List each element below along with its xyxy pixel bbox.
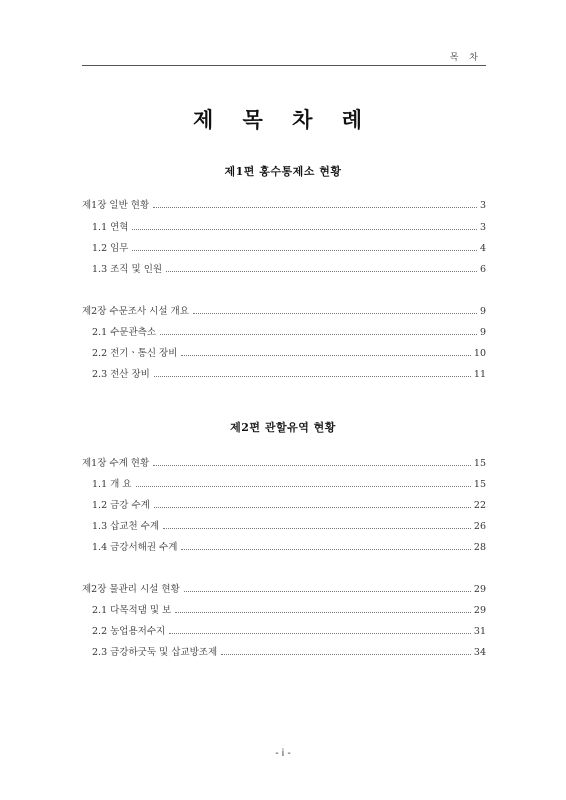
toc-page-number: 6 xyxy=(479,264,486,275)
toc-page-number: 29 xyxy=(473,584,486,595)
toc-chapter-2-2[interactable] xyxy=(82,581,486,595)
leader-dots xyxy=(175,611,471,613)
part-2-heading: 제2편 관할유역 현황 xyxy=(230,421,336,434)
toc-chapter-1-2[interactable] xyxy=(82,303,486,317)
toc-page-number: 15 xyxy=(473,458,486,469)
toc-label: 2.2 전기ㆍ통신 장비 xyxy=(92,348,178,359)
toc-section-2-1-2[interactable] xyxy=(92,497,486,511)
toc-section-2-2-2[interactable] xyxy=(92,623,486,637)
toc-label: 2.3 금강하굿둑 및 삽교방조제 xyxy=(92,647,218,658)
leader-dots xyxy=(153,464,471,466)
part-1-heading: 제1편 홍수통제소 현황 xyxy=(224,165,342,178)
toc-label: 제2장 물관리 시설 현황 xyxy=(82,584,180,595)
toc-section-1-2-2[interactable] xyxy=(92,345,486,359)
toc-section-2-1-1[interactable] xyxy=(92,476,486,490)
leader-dots xyxy=(154,375,471,377)
toc-label: 1.2 금강 수계 xyxy=(92,500,150,511)
toc-label: 1.3 삽교천 수계 xyxy=(92,521,160,532)
toc-section-1-1-1[interactable] xyxy=(92,219,486,233)
footer-page-number: - i - xyxy=(275,748,291,759)
leader-dots xyxy=(181,548,471,550)
toc-label: 1.4 금강서해권 수계 xyxy=(92,542,178,553)
toc-label: 2.3 전산 장비 xyxy=(92,369,150,380)
toc-label: 1.1 연혁 xyxy=(92,222,129,233)
header-label: 목 차 xyxy=(449,53,482,63)
toc-label: 2.1 수문관측소 xyxy=(92,327,157,338)
leader-dots xyxy=(166,270,477,272)
leader-dots xyxy=(160,333,477,335)
toc-section-2-1-4[interactable] xyxy=(92,539,486,553)
toc-label: 1.3 조직 및 인원 xyxy=(92,264,163,275)
header-rule xyxy=(82,65,486,66)
toc-section-2-1-3[interactable] xyxy=(92,518,486,532)
toc-section-2-2-1[interactable] xyxy=(92,602,486,616)
leader-dots xyxy=(221,653,471,655)
toc-page-number: 11 xyxy=(473,369,486,380)
leader-dots xyxy=(163,527,471,529)
toc-section-1-2-1[interactable] xyxy=(92,324,486,338)
toc-page-number: 10 xyxy=(473,348,486,359)
toc-section-1-1-2[interactable] xyxy=(92,240,486,254)
toc-label: 제2장 수문조사 시설 개요 xyxy=(82,306,189,317)
toc-page-number: 34 xyxy=(473,647,486,658)
toc-page-number: 31 xyxy=(473,626,486,637)
toc-page-number: 3 xyxy=(479,222,486,233)
toc-page-number: 3 xyxy=(479,200,486,211)
toc-page-number: 9 xyxy=(479,327,486,338)
leader-dots xyxy=(153,206,477,208)
toc-label: 제1장 일반 현황 xyxy=(82,200,150,211)
toc-chapter-1-1[interactable] xyxy=(82,197,486,211)
toc-page-number: 28 xyxy=(473,542,486,553)
leader-dots xyxy=(136,485,471,487)
toc-label: 2.1 다목적댐 및 보 xyxy=(92,605,172,616)
toc-page-number: 26 xyxy=(473,521,486,532)
toc-page-number: 15 xyxy=(473,479,486,490)
toc-label: 1.2 임무 xyxy=(92,243,129,254)
toc-chapter-2-1[interactable] xyxy=(82,455,486,469)
toc-section-1-2-3[interactable] xyxy=(92,366,486,380)
leader-dots xyxy=(181,354,471,356)
toc-page-number: 22 xyxy=(473,500,486,511)
toc-section-1-1-3[interactable] xyxy=(92,261,486,275)
toc-label: 제1장 수계 현황 xyxy=(82,458,150,469)
toc-label: 1.1 개 요 xyxy=(92,479,132,490)
toc-page-number: 4 xyxy=(479,243,486,254)
leader-dots xyxy=(184,590,471,592)
leader-dots xyxy=(154,506,471,508)
leader-dots xyxy=(132,228,476,230)
leader-dots xyxy=(193,312,477,314)
leader-dots xyxy=(169,632,471,634)
toc-page-number: 29 xyxy=(473,605,486,616)
page-title: 제 목 차 례 xyxy=(192,108,374,132)
leader-dots xyxy=(132,249,476,251)
toc-label: 2.2 농업용저수지 xyxy=(92,626,166,637)
toc-section-2-2-3[interactable] xyxy=(92,644,486,658)
toc-page-number: 9 xyxy=(479,306,486,317)
